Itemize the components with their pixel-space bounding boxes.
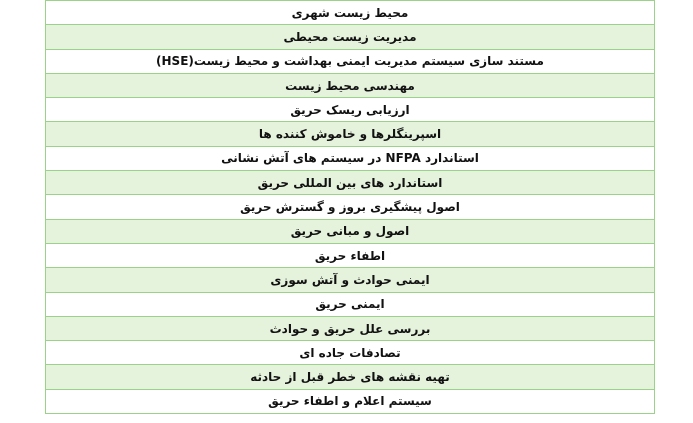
table-row <box>46 389 655 413</box>
table-cell: تصادفات جاده ای <box>46 341 655 365</box>
table-cell: بررسی علل حریق و حوادث <box>46 316 655 340</box>
table-row <box>46 73 655 97</box>
table-cell: اصول پیشگیری بروز و گسترش حریق <box>46 195 655 219</box>
table-cell: تهیه نقشه های خطر قبل از حادثه <box>46 365 655 389</box>
table-row <box>46 49 655 73</box>
table-row <box>46 122 655 146</box>
table-cell: مستند سازی سیستم مدیریت ایمنی بهداشت و محیط زیست(HSE) <box>46 49 655 73</box>
table-row <box>46 146 655 170</box>
table-cell: استاندارد NFPA در سیستم های آتش نشانی <box>46 146 655 170</box>
table-row <box>46 292 655 316</box>
table-row <box>46 219 655 243</box>
table-cell: اطفاء حریق <box>46 243 655 267</box>
table-row <box>46 98 655 122</box>
table-cell: مدیریت زیست محیطی <box>46 25 655 49</box>
table-cell: مهندسی محیط زیست <box>46 73 655 97</box>
table-cell: محیط زیست شهری <box>46 1 655 25</box>
table-cell: ایمنی حوادث و آتش سوزی <box>46 268 655 292</box>
table-row <box>46 316 655 340</box>
table-cell: اسپرینگلرها و خاموش کننده ها <box>46 122 655 146</box>
table-cell: ایمنی حریق <box>46 292 655 316</box>
table-cell: سیستم اعلام و اطفاء حریق <box>46 389 655 413</box>
table-row <box>46 365 655 389</box>
table-row <box>46 171 655 195</box>
table-row <box>46 195 655 219</box>
table-row <box>46 1 655 25</box>
table-cell: استاندارد های بین المللی حریق <box>46 171 655 195</box>
table-cell: اصول و مبانی حریق <box>46 219 655 243</box>
table-row <box>46 268 655 292</box>
table-cell: ارزیابی ریسک حریق <box>46 98 655 122</box>
topics-table <box>45 0 655 414</box>
table-row <box>46 25 655 49</box>
table-row <box>46 341 655 365</box>
table-row <box>46 243 655 267</box>
topics-table-container <box>45 0 655 414</box>
